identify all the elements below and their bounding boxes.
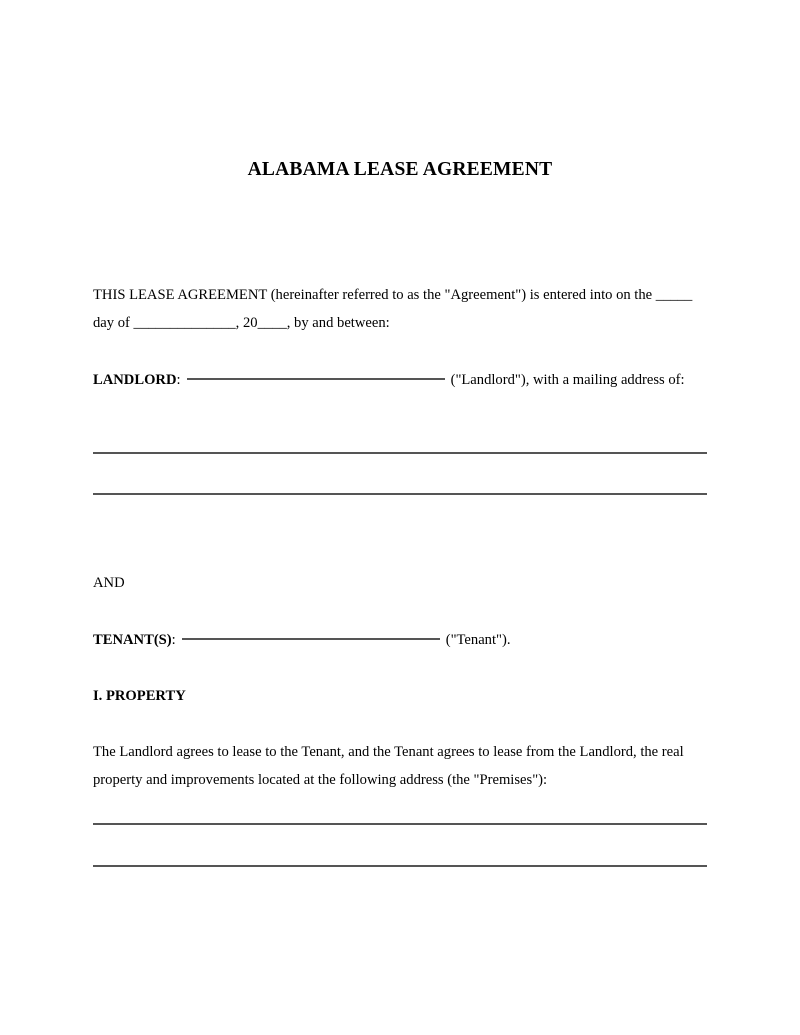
landlord-name-blank[interactable]	[187, 378, 445, 380]
tenant-trailing-text: ("Tenant").	[445, 632, 511, 648]
landlord-block	[93, 366, 707, 394]
premises-address-blank-line-2[interactable]	[93, 865, 707, 867]
landlord-label: LANDLORD	[93, 372, 177, 388]
landlord-address-blank-line-1[interactable]	[93, 452, 707, 454]
page-title: ALABAMA LEASE AGREEMENT	[247, 159, 553, 180]
conjunction-and: AND	[93, 575, 125, 591]
tenant-label-colon: :	[171, 632, 176, 648]
section-heading-property: I. PROPERTY	[93, 688, 186, 704]
intro-paragraph: THIS LEASE AGREEMENT (hereinafter referred to as the "Agreement") is entered into on the _____ day of ______________, 20____, by and between:	[93, 287, 693, 331]
premises-address-blank-line-1[interactable]	[93, 823, 707, 825]
landlord-address-blank-line-2[interactable]	[93, 493, 707, 495]
tenant-name-blank[interactable]	[182, 638, 440, 640]
landlord-trailing-text: ("Landlord"), with a mailing address of:	[450, 372, 685, 388]
tenant-label: TENANT(S)	[93, 632, 172, 648]
tenant-block	[93, 626, 707, 654]
landlord-label-colon: :	[176, 372, 181, 388]
property-paragraph: The Landlord agrees to lease to the Tenant, and the Tenant agrees to lease from the Landlord, the real property and improvements located at the following address (the "Premises"):	[93, 744, 684, 788]
